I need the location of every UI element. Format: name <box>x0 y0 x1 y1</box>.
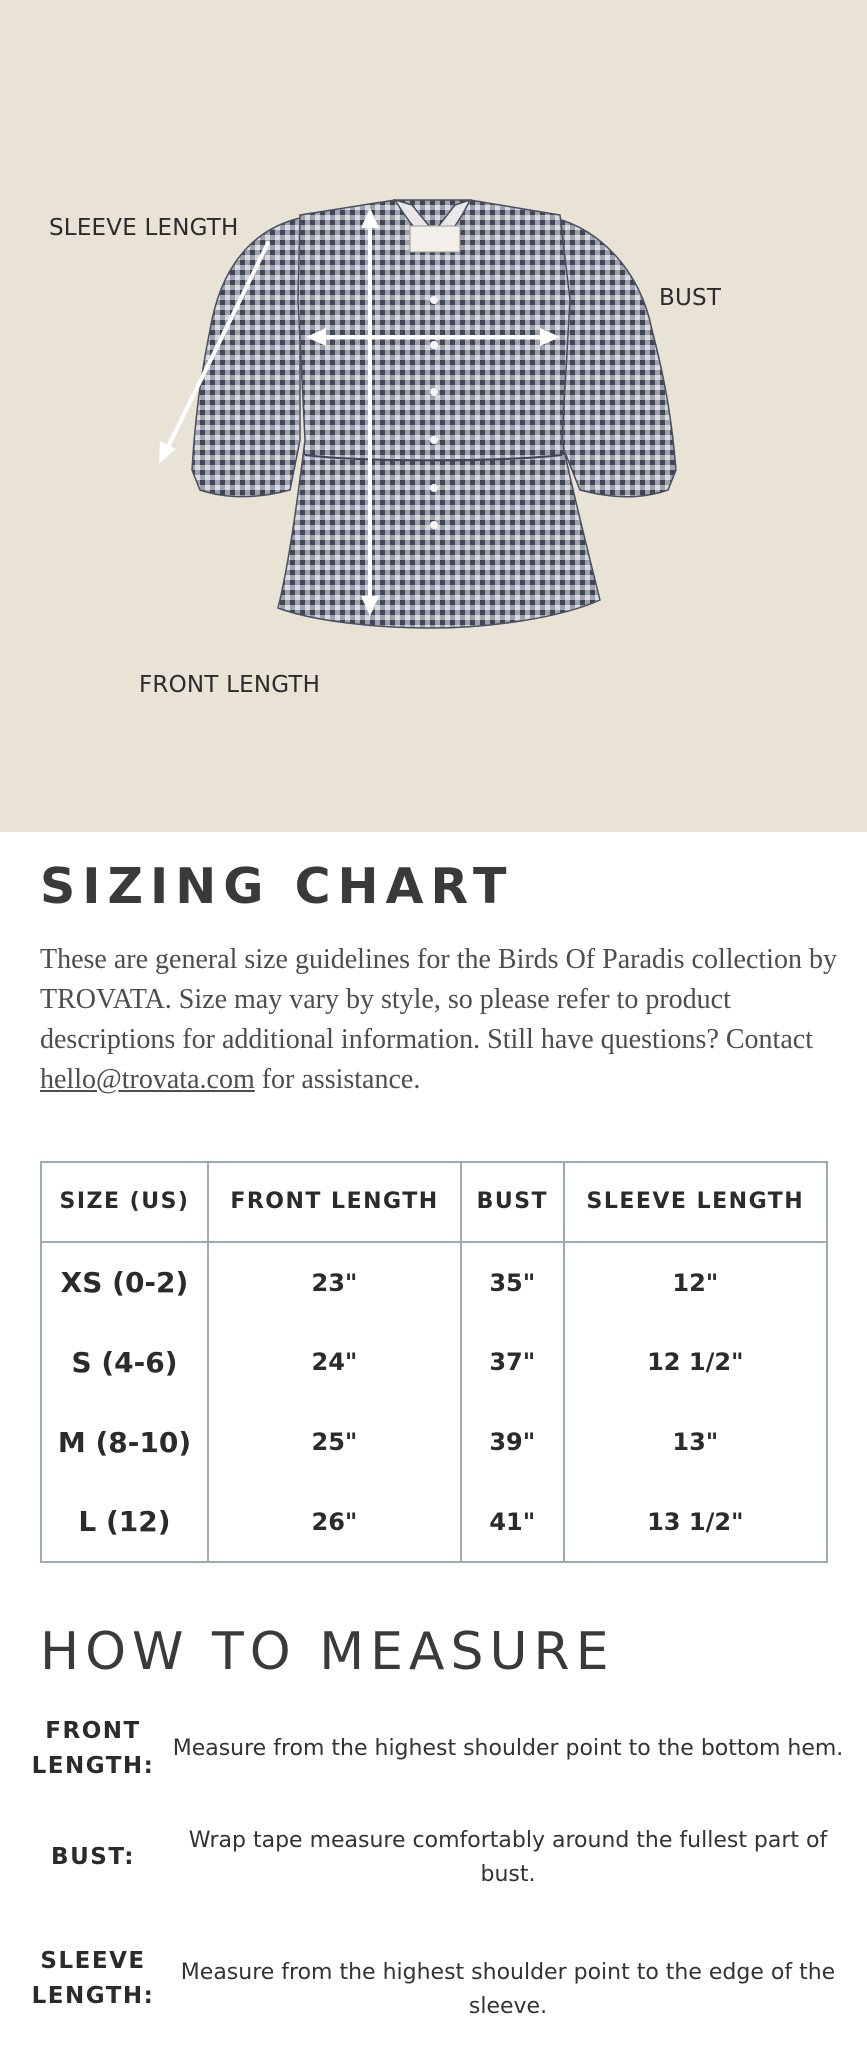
table-row <box>41 1402 827 1482</box>
blouse-illustration <box>0 0 867 832</box>
sleeve-length-cell: 12" <box>564 1242 827 1322</box>
measure-label: FRONT LENGTH: <box>31 1718 155 1779</box>
sleeve-length-cell: 12 1/2" <box>564 1322 827 1402</box>
measure-instruction: Wrap tape measure comfortably around the fullest part of bust. <box>188 1828 828 1887</box>
intro-text-end: for assistance. <box>254 1064 421 1095</box>
table-row <box>41 1482 827 1562</box>
size-cell: L (12) <box>41 1482 208 1562</box>
measure-instruction: Measure from the highest shoulder point to the edge of the sleeve. <box>180 1960 836 2019</box>
contact-email-link[interactable]: hello@trovata.com <box>40 1064 255 1095</box>
sleeve-length-cell: 13 1/2" <box>564 1482 827 1562</box>
bust-label: BUST <box>659 285 722 311</box>
size-cell: M (8-10) <box>41 1402 208 1482</box>
sizing-intro <box>40 940 840 1100</box>
bust-cell: 37" <box>461 1322 564 1402</box>
bust-cell: 39" <box>461 1402 564 1482</box>
intro-text: These are general size guidelines for the Birds Of Paradis collection by TROVATA. Size may vary by style, so please refer to product descriptions for additional information. Still have questions? Contact <box>40 944 837 1055</box>
header-front-length: FRONT LENGTH <box>208 1162 461 1242</box>
measure-instruction: Measure from the highest shoulder point to the bottom hem. <box>172 1736 844 1761</box>
bust-cell: 41" <box>461 1482 564 1562</box>
bust-cell: 35" <box>461 1242 564 1322</box>
header-size: SIZE (US) <box>41 1162 208 1242</box>
measure-label: SLEEVE LENGTH: <box>31 1948 155 2009</box>
size-cell: S (4-6) <box>41 1322 208 1402</box>
sleeve-length-cell: 13" <box>564 1402 827 1482</box>
table-header-row <box>41 1162 827 1242</box>
front-length-cell: 25" <box>208 1402 461 1482</box>
table-row <box>41 1322 827 1402</box>
front-length-label: FRONT LENGTH <box>139 672 321 698</box>
sleeve-length-label: SLEEVE LENGTH <box>49 215 239 241</box>
front-length-cell: 24" <box>208 1322 461 1402</box>
measure-label: BUST: <box>51 1844 135 1870</box>
size-cell: XS (0-2) <box>41 1242 208 1322</box>
table-row <box>41 1242 827 1322</box>
header-sleeve-length: SLEEVE LENGTH <box>564 1162 827 1242</box>
sizing-chart-title: SIZING CHART <box>40 858 514 915</box>
front-length-cell: 23" <box>208 1242 461 1322</box>
header-bust: BUST <box>461 1162 564 1242</box>
measurement-diagram <box>0 0 867 832</box>
size-table <box>40 1161 828 1563</box>
how-to-measure-title: HOW TO MEASURE <box>40 1622 615 1682</box>
front-length-cell: 26" <box>208 1482 461 1562</box>
